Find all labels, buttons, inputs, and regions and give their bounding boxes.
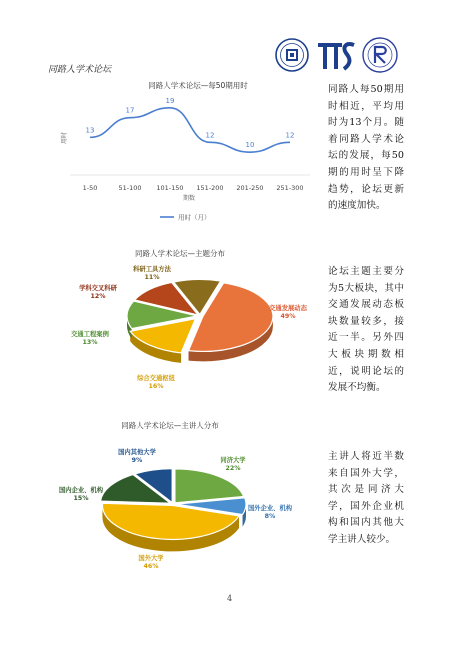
slice-percent: 16% (148, 383, 164, 390)
slice-percent: 46% (143, 563, 159, 570)
slice-label: 国外企业、机构 (247, 505, 293, 512)
slice-label: 国外大学 (138, 555, 164, 562)
slice-percent: 9% (131, 457, 143, 464)
header-label: 同路人学术论坛 (48, 65, 112, 75)
slice-percent: 8% (264, 513, 276, 520)
slice-percent: 13% (82, 339, 98, 346)
y-axis-label: 用时 (61, 131, 68, 145)
line-series (90, 108, 290, 152)
slice-label: 交通发展动态 (269, 305, 307, 312)
slice-label: 学科交叉科研 (79, 285, 117, 292)
line-chart-title: 同路人学术论坛—每50期用时 (148, 81, 248, 90)
club-seal-logo (362, 37, 398, 73)
slice-label: 科研工具方法 (133, 266, 171, 273)
data-label: 10 (245, 141, 255, 150)
x-tick-label: 1-50 (82, 184, 98, 192)
line-chart (60, 92, 318, 226)
slice-percent: 22% (225, 465, 241, 472)
slice-label: 综合交通枢纽 (137, 375, 175, 382)
data-label: 13 (85, 126, 95, 135)
pie-slice (175, 469, 244, 503)
slice-percent: 15% (73, 495, 89, 502)
topic-pie-title: 同路人学术论坛—主题分布 (135, 249, 225, 258)
pie-group (127, 280, 273, 363)
x-tick-label: 101-150 (156, 184, 184, 192)
data-label: 12 (205, 131, 215, 140)
data-label: 12 (285, 131, 295, 140)
paragraph-speakers: 主讲人将近半数来自国外大学，其次是同济大学，国外企业机构和国内其他大学主讲人较少。 (328, 451, 404, 545)
page-number: 4 (226, 594, 233, 603)
slice-percent: 49% (280, 313, 296, 320)
speaker-pie-title: 同路人学术论坛—主讲人分布 (121, 421, 219, 430)
x-tick-label: 151-200 (196, 184, 224, 192)
slice-label: 国内企业、机构 (58, 487, 104, 494)
x-tick-label: 51-100 (118, 184, 142, 192)
slice-label: 国内其他大学 (118, 449, 156, 456)
legend-label: 用时（月） (178, 213, 211, 222)
x-axis-label: 期数 (182, 195, 196, 202)
tts-logo (316, 39, 356, 73)
data-label: 19 (165, 96, 175, 105)
slice-label: 交通工程案例 (71, 331, 109, 338)
data-label: 17 (125, 106, 135, 115)
topic-pie-chart (60, 258, 325, 398)
slice-percent: 12% (90, 293, 106, 300)
x-tick-label: 201-250 (236, 184, 264, 192)
tongji-university-seal-logo (275, 38, 309, 72)
slice-percent: 11% (144, 274, 160, 281)
paragraph-time: 同路人每50期用时相近，平均用时为13个月。随着同路人学术论坛的发展，每50期的用时呈下降趋势，论坛更新的速度加快。 (328, 84, 404, 212)
x-tick-label: 251-300 (276, 184, 304, 192)
pie-group (101, 469, 246, 552)
speaker-pie-chart (55, 432, 300, 572)
slice-label: 同济大学 (220, 457, 246, 464)
paragraph-topics: 论坛主题主要分为5大板块，其中交通发展动态板块数量较多，接近一半。另外四大板块期数相近，说明论坛的发展不均衡。 (328, 266, 404, 394)
